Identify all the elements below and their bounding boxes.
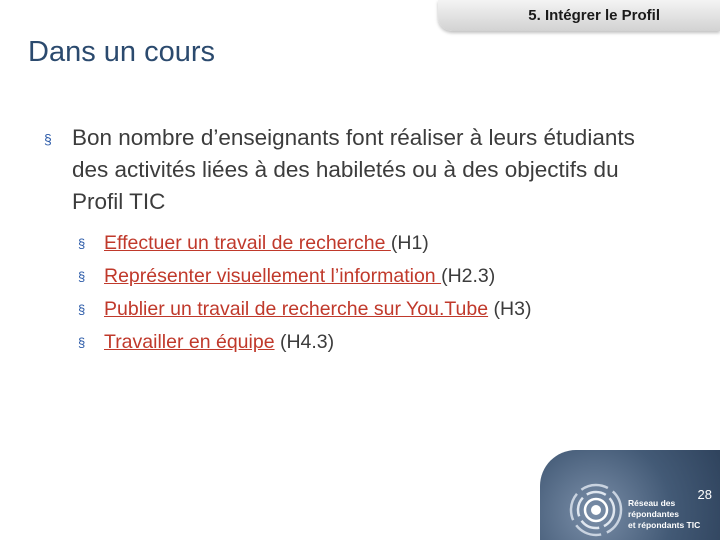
sub-bullet-list <box>78 229 678 361</box>
link-effectuer-travail-recherche[interactable]: Effectuer un travail de recherche <box>104 232 391 254</box>
competency-code: (H3) <box>488 298 532 320</box>
slide-title: Dans un cours <box>28 36 215 68</box>
competency-code: (H4.3) <box>274 331 335 353</box>
bullet-marker-icon: § <box>78 302 86 317</box>
section-tab-label: 5. Intégrer le Profil <box>528 7 660 24</box>
section-tab <box>438 0 720 31</box>
bullet-marker-icon: § <box>78 335 86 350</box>
list-item <box>78 262 678 295</box>
logo-line-2: et répondants TIC <box>628 520 701 530</box>
bullet-marker-icon: § <box>78 269 86 284</box>
list-item <box>78 295 678 328</box>
network-logo-icon <box>568 482 624 538</box>
list-item <box>78 328 678 361</box>
link-travailler-equipe[interactable]: Travailler en équipe <box>104 331 275 353</box>
link-representer-information[interactable]: Représenter visuellement l’information <box>104 265 442 287</box>
list-item <box>78 229 678 262</box>
competency-code: (H1) <box>390 232 429 254</box>
bullet-marker-icon: § <box>78 236 86 251</box>
main-bullet-text: Bon nombre d’enseignants font réaliser à leurs étudiants des activités liées à des habiletés ou à des objectifs du Profil TIC <box>72 125 635 214</box>
page-number: 28 <box>697 487 712 502</box>
competency-code: (H2.3) <box>441 265 496 287</box>
bullet-marker-icon: § <box>44 131 52 147</box>
main-bullet <box>44 122 674 218</box>
logo-line-1: Réseau des répondantes <box>628 498 680 519</box>
logo-text <box>628 498 718 531</box>
link-publier-youtube[interactable]: Publier un travail de recherche sur You.Tube <box>104 298 489 320</box>
